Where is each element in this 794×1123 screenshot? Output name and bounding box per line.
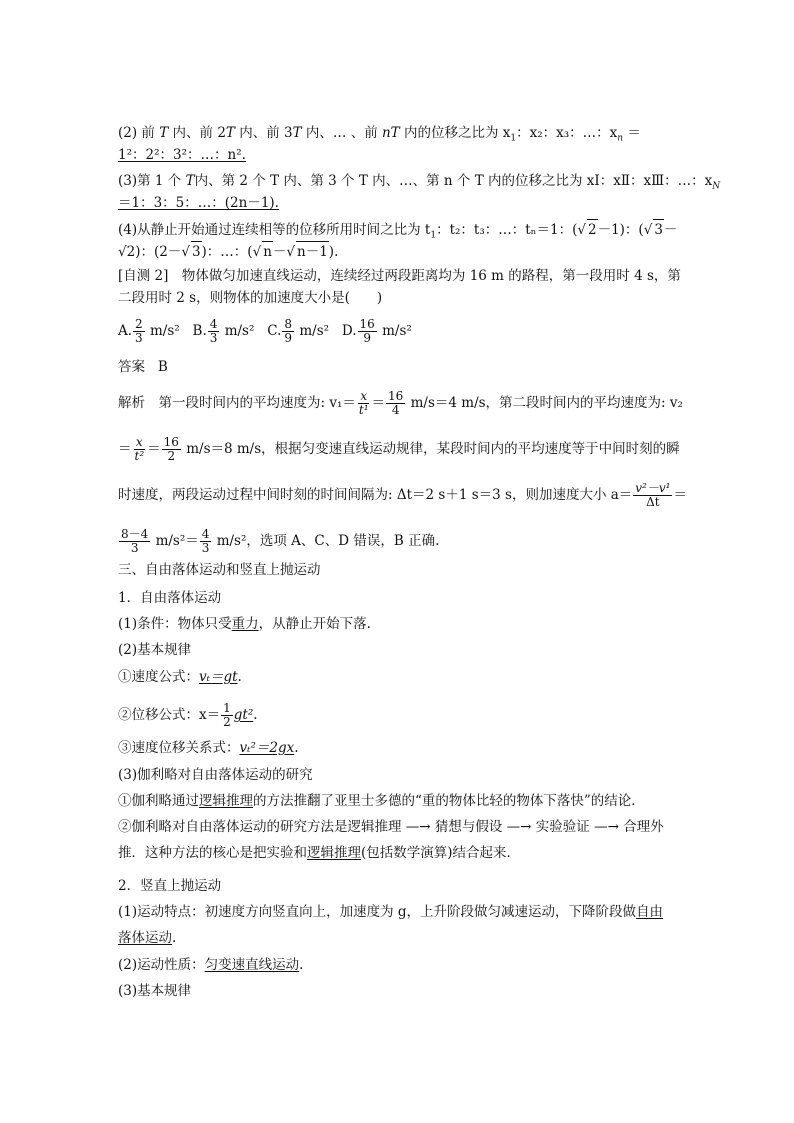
option-b: B. $\frac{4}{3}$ m/s² — [192, 317, 255, 345]
analysis-line4: $\frac{8-4}{3}$ m/s²＝ $\frac{4}{3}$ m/s²，选项 A、C、D 错误，B 正确. — [121, 527, 440, 555]
selftest-options — [118, 318, 678, 345]
item4-line1: (4)从静止开始通过连续相等的位移所用时间之比为 $t_1$：t₂：t₃：…：tₙ＝1：(√ 2－1)：(√ 3－ — [118, 219, 678, 240]
item3-line1: (3)第 1 个 T内、第 2 个 T 内、第 3 个 T 内、…、第 n 个 T 内的位移之比为 xⅠ：xⅡ：xⅢ：…：$x_N$ — [118, 173, 721, 192]
item4-line2: √2)：(2－√ 3)：…：(√ n－√ n－1). — [118, 241, 678, 262]
galileo-point2-line2: 推．这种方法的核心是把实验和逻辑推理(包括数学演算)结合起来． — [118, 845, 521, 861]
item3-line2: ＝1：3：5：…：(2n－1). — [118, 195, 279, 211]
subsection-free-fall: 1．自由落体运动 — [118, 590, 222, 606]
section-title: 三、自由落体运动和竖直上抛运动 — [118, 562, 321, 578]
option-d: D. $\frac{16}{9}$ m/s² — [341, 317, 412, 345]
selftest-label: [自测 2] — [118, 268, 169, 284]
formula-velocity: ①速度公式：vₜ＝gt. — [118, 669, 242, 685]
vertical-throw-nature: (2)运动性质：匀变速直线运动. — [118, 957, 304, 973]
answer-line — [118, 357, 678, 377]
vertical-throw-rules-heading: (3)基本规律 — [118, 983, 192, 999]
formula-displacement: ②位移公式：x＝ $\frac{1}{2}$ gt². — [118, 701, 258, 729]
free-fall-condition: (1)条件：物体只受重力，从静止开始下落. — [118, 616, 371, 632]
option-a: A. $\frac{2}{3}$ m/s² — [118, 317, 180, 345]
analysis-line2: ＝ $\frac{x}{\text{t²}}$ ＝ $\frac{16}{2}$ m/s＝8 m/s，根据匀变速直线运动规律，某段时间内的平均速度等于中间时刻的瞬 — [118, 435, 680, 463]
vertical-throw-feature-line2: 落体运动. — [118, 930, 177, 946]
analysis-line1: 解析 第一段时间内的平均速度为: v₁＝ $\frac{x}{\text{t¹}}$ ＝ $\frac{16}{4}$ m/s＝4 m/s，第二段时间内的平均速度为: v₂ — [118, 389, 683, 417]
analysis-label: 解析 — [118, 395, 145, 411]
item2-line2: 1²：2²：3²：…：n². — [118, 147, 246, 163]
item2-line1: (2) 前 T 内、前 2T 内、前 3T 内、… 、前 nT 内的位移之比为 $x_1$：x₂：x₃：…：$x_n$ ＝ — [118, 125, 641, 144]
galileo-point1: ①伽利略通过逻辑推理的方法推翻了亚里士多德的“重的物体比轻的物体下落快”的结论． — [118, 793, 645, 809]
answer-value: B — [157, 359, 168, 375]
option-c: C. $\frac{8}{9}$ m/s² — [267, 317, 330, 345]
answer-label: 答案 — [118, 359, 145, 375]
galileo-heading: (3)伽利略对自由落体运动的研究 — [118, 767, 313, 783]
free-fall-rules-heading: (2)基本规律 — [118, 642, 192, 658]
vertical-throw-feature-line1: (1)运动特点：初速度方向竖直向上，加速度为 g，上升阶段做匀减速运动，下降阶段做自由 — [118, 904, 664, 920]
selftest-question-line2: 二段用时 2 s，则物体的加速度大小是( ) — [118, 290, 383, 306]
subsection-vertical-throw: 2．竖直上抛运动 — [118, 878, 222, 894]
selftest-question-line1: [自测 2] 物体做匀加速直线运动，连续经过两段距离均为 16 m 的路程，第一段用时 4 s，第 — [118, 268, 681, 284]
formula-velocity-displacement: ③速度位移关系式：vₜ²＝2gx. — [118, 740, 299, 756]
galileo-point2-line1: ②伽利略对自由落体运动的研究方法是逻辑推理 —→ 猜想与假设 —→ 实验验证 —→ 合理外 — [118, 819, 664, 835]
analysis-line3: 时速度，两段运动过程中间时刻的时间间隔为: Δt＝2 s＋1 s＝3 s，则加速度大小 a＝ $\frac{\text{v²－v¹}}{\Delta t}$ ＝ — [118, 481, 687, 509]
